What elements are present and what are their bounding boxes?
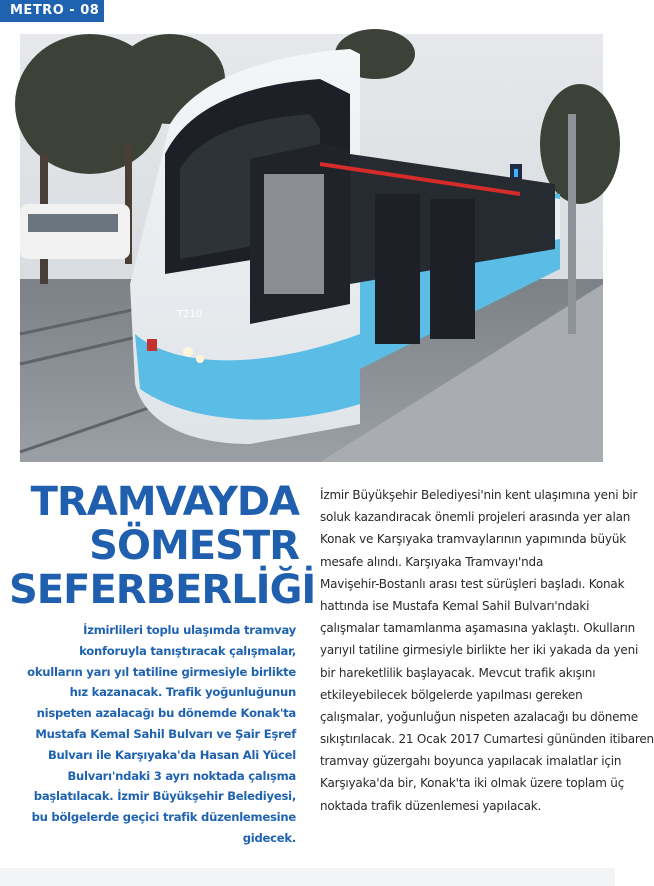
section-tag: METRO - 08 <box>0 0 104 22</box>
body-line: sıkıştırılacak. 21 Ocak 2017 Cumartesi gününden itibaren <box>320 732 654 747</box>
body-column <box>320 484 654 817</box>
body-line: çalışmalar tamamlanma aşamasına yaklaştı. Okulların <box>320 621 635 636</box>
body-line: Karşıyaka'da bir, Konak'ta iki olmak üzere toplam üç <box>320 776 625 791</box>
headline <box>9 479 316 613</box>
body-line: Mavişehir-Bostanlı arası test sürüşleri başladı. Konak <box>320 576 625 591</box>
body-line: tramvay güzergahı boyunca yapılacak imalatlar için <box>320 754 622 769</box>
body-line: mesafe alındı. Karşıyaka Tramvayı'nda <box>320 554 544 569</box>
body-line: bir hareketlilik başlayacak. Mevcut trafik akışını <box>320 665 596 680</box>
page-footer-band <box>0 868 615 886</box>
tram-photo <box>20 34 603 462</box>
body-line: soluk kazandıracak önemli projeleri arasında yer alan <box>320 510 631 525</box>
headline-line-2: SÖMESTR <box>89 523 299 569</box>
body-line: yarıyıl tatiline girmesiyle birlikte her iki yakada da yeni <box>320 643 639 658</box>
headline-line-1: TRAMVAYDA <box>30 479 299 525</box>
body-line: noktada trafik düzenlemesi yapılacak. <box>320 798 542 813</box>
body-line: İzmir Büyükşehir Belediyesi'nin kent ulaşımına yeni bir <box>320 488 638 502</box>
lead-paragraph: İzmirlileri toplu ulaşımda tramvay konforuyla tanıştıracak çalışmalar, okulların yarı yıl tatiline girmesiyle birlikte hız kazanacak. Trafik yoğunluğunun nispeten azalacağı bu dönemde Konak'ta Mustafa Kemal Sahil Bulvarı ve Şair Eşref Bulvarı ile Karşıyaka'da Hasan Ali Yücel Bulvarı'ndaki 3 ayrı noktada çalışma başlatılacak. İzmir Büyükşehir Belediyesi, bu bölgelerde geçici trafik düzenlemesine gidecek. <box>27 623 296 845</box>
tram-number-label: T210 <box>177 309 203 320</box>
headline-line-3: SEFERBERLİĞİ <box>9 567 316 613</box>
body-line: etkileyebilecek bölgelerde yapılması gereken <box>320 687 583 702</box>
body-line: hattında ise Mustafa Kemal Sahil Bulvarı'ndaki <box>320 598 590 613</box>
body-line: Konak ve Karşıyaka tramvaylarının yapımında büyük <box>320 532 626 547</box>
body-line: çalışmalar, yoğunluğun nispeten azalacağı bu döneme <box>320 709 638 724</box>
